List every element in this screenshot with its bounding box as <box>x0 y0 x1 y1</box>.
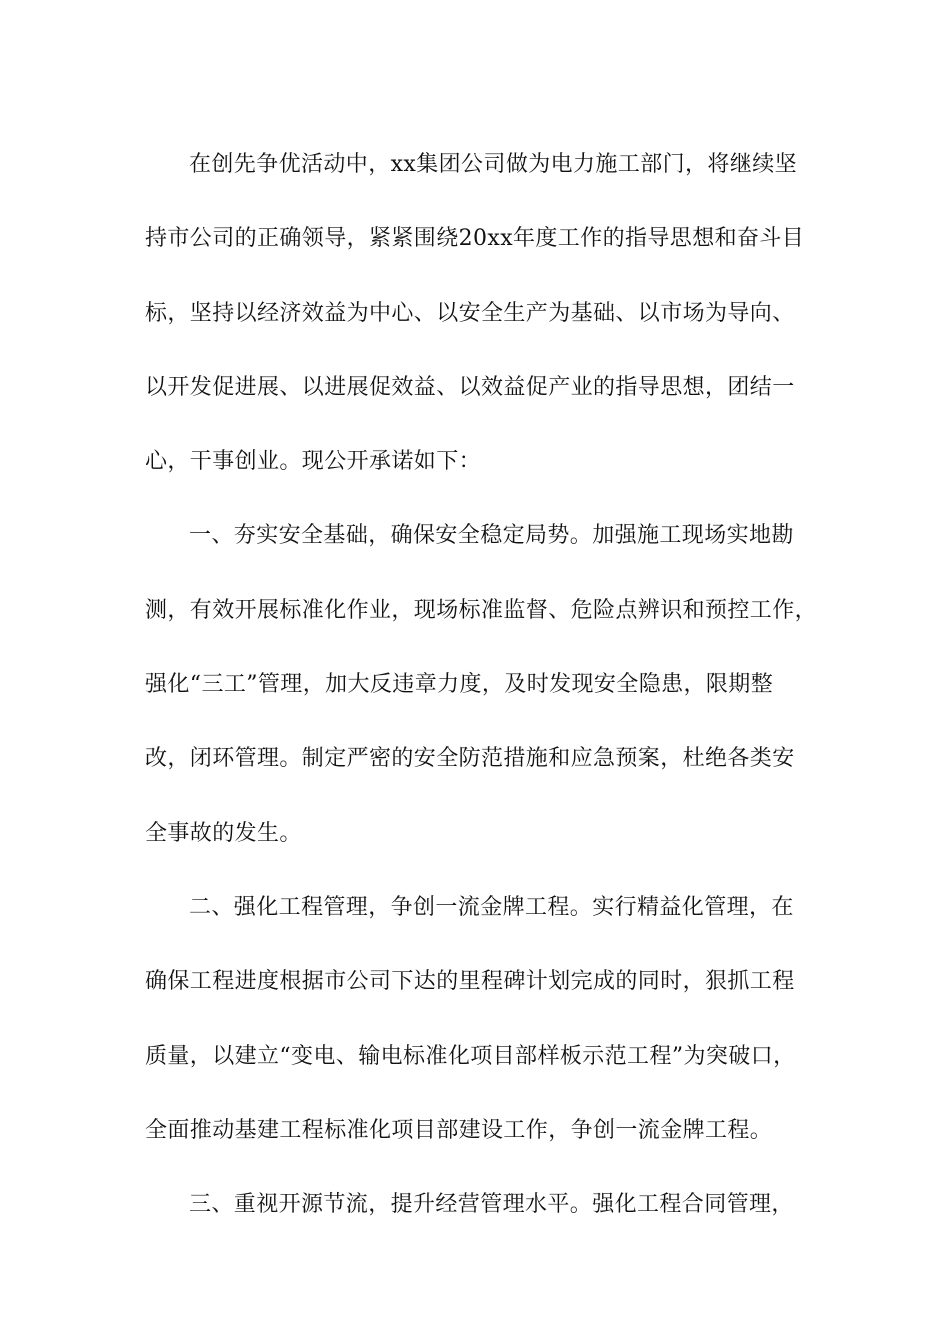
paragraph-intro-line-4: 以开发促进展、以进展促效益、以效益促产业的指导思想，团结一 <box>145 374 795 400</box>
paragraph-one-line-2: 测，有效开展标准化作业，现场标准监督、危险点辨识和预控工作， <box>145 597 818 623</box>
paragraph-one-line-4: 改，闭环管理。制定严密的安全防范措施和应急预案，杜绝各类安 <box>145 746 795 772</box>
paragraph-two-line-1: 二、强化工程管理，争创一流金牌工程。实行精益化管理，在 <box>189 894 794 920</box>
paragraph-intro-line-3: 标，坚持以经济效益为中心、以安全生产为基础、以市场为导向、 <box>145 300 795 326</box>
paragraph-one-line-5: 全事故的发生。 <box>145 820 302 846</box>
paragraph-intro-line-5: 心，干事创业。现公开承诺如下： <box>145 449 482 475</box>
paragraph-intro-line-1: 在创先争优活动中，xx集团公司做为电力施工部门，将继续坚 <box>189 152 798 177</box>
paragraph-two-line-3: 质量，以建立“变电、输电标准化项目部样板示范工程”为突破口， <box>145 1043 796 1069</box>
paragraph-two-line-4: 全面推动基建工程标准化项目部建设工作，争创一流金牌工程。 <box>145 1117 773 1143</box>
paragraph-one-line-3: 强化“三工”管理，加大反违章力度，及时发现安全隐患，限期整 <box>145 672 774 698</box>
paragraph-one-line-1: 一、夯实安全基础，确保安全稳定局势。加强施工现场实地勘 <box>189 523 794 549</box>
paragraph-three-line-1: 三、重视开源节流，提升经营管理水平。强化工程合同管理， <box>189 1192 794 1218</box>
paragraph-two-line-2: 确保工程进度根据市公司下达的里程碑计划完成的同时，狠抓工程 <box>145 969 795 995</box>
paragraph-intro-line-2: 持市公司的正确领导，紧紧围绕20xx年度工作的指导思想和奋斗目 <box>145 226 805 252</box>
document-body <box>145 128 835 1242</box>
